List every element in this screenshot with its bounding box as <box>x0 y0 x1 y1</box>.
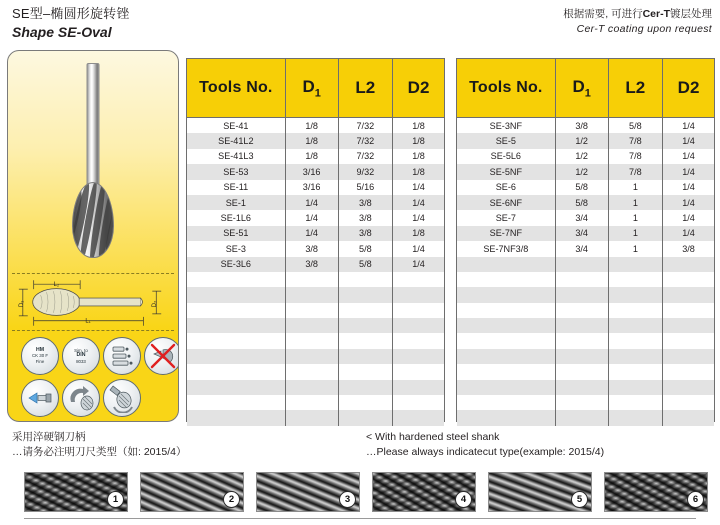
cell-d1 <box>285 303 338 318</box>
product-panel <box>7 50 179 422</box>
din-line3: 8033 <box>76 358 86 364</box>
cell-d2 <box>393 333 444 348</box>
cell-tools-no: SE-7 <box>457 210 555 225</box>
column-header-d1 <box>285 59 338 118</box>
cell-d1 <box>285 395 338 410</box>
cell-d1: 1/8 <box>285 133 338 148</box>
cell-tools-no: SE-5L6 <box>457 149 555 164</box>
cell-d1: 1/4 <box>285 226 338 241</box>
cell-tools-no <box>457 318 555 333</box>
shank-note-cn <box>12 430 186 460</box>
table-row <box>457 149 714 164</box>
coating-note-cn <box>563 7 712 21</box>
spec-icon-row <box>8 333 178 421</box>
cell-tools-no <box>457 364 555 379</box>
cell-tools-no <box>187 318 285 333</box>
cut-pattern-number: 3 <box>339 491 356 508</box>
cell-d1: 3/8 <box>285 241 338 256</box>
cut-pattern-number: 6 <box>687 491 704 508</box>
table-row <box>457 241 714 256</box>
table-header-row <box>187 59 444 118</box>
cell-d1 <box>555 380 608 395</box>
cell-tools-no: SE-3 <box>187 241 285 256</box>
cell-d1 <box>285 333 338 348</box>
cell-d2: 1/4 <box>663 164 714 179</box>
cell-d1 <box>555 395 608 410</box>
table-row <box>187 241 444 256</box>
cell-l2 <box>608 333 662 348</box>
cell-l2 <box>338 395 392 410</box>
cell-l2: 1 <box>608 195 662 210</box>
cell-tools-no <box>187 303 285 318</box>
burr-oval-head <box>72 182 114 258</box>
cell-l2: 5/8 <box>608 118 662 134</box>
column-header-d1-sub: 1 <box>314 87 321 100</box>
table-row <box>187 133 444 148</box>
coating-note-cn-brand: Cer-T <box>642 8 670 20</box>
cell-l2: 7/8 <box>608 149 662 164</box>
cell-d1 <box>555 287 608 302</box>
cell-d1: 1/8 <box>285 149 338 164</box>
table-row <box>457 303 714 318</box>
cell-d2: 1/4 <box>663 133 714 148</box>
table-row <box>187 257 444 272</box>
cell-l2 <box>338 349 392 364</box>
cell-d2 <box>663 410 714 425</box>
cell-d2: 1/4 <box>663 195 714 210</box>
cell-l2: 3/8 <box>338 226 392 241</box>
tools-table-right <box>456 58 715 422</box>
cell-tools-no <box>187 410 285 425</box>
column-header-l2: L2 <box>608 59 662 118</box>
cell-d2: 1/8 <box>412 151 425 162</box>
cell-d1: 1/2 <box>555 164 608 179</box>
cell-d2: 1/4 <box>412 243 425 254</box>
cell-l2 <box>338 410 392 425</box>
cell-tools-no: SE-41L2 <box>187 133 285 148</box>
coating-note <box>563 7 712 36</box>
cell-l2 <box>608 318 662 333</box>
cell-d1: 3/4 <box>555 226 608 241</box>
cell-l2: 5/8 <box>338 257 392 272</box>
cut-pattern-5 <box>488 472 592 512</box>
cell-d1: 1/4 <box>285 195 338 210</box>
table-header-row <box>457 59 714 118</box>
table-row <box>187 164 444 179</box>
cell-l2: 1 <box>608 241 662 256</box>
cut-pattern-6 <box>604 472 708 512</box>
cell-l2: 1 <box>608 210 662 225</box>
column-header-l2: L2 <box>338 59 392 118</box>
column-header-tools-no: Tools No. <box>457 59 555 118</box>
table-row <box>187 118 444 134</box>
cell-d2 <box>663 318 714 333</box>
column-header-d2: D2 <box>393 59 444 118</box>
hm-grade-line3: Fine <box>35 358 45 364</box>
table-row <box>457 410 714 425</box>
cut-pattern-number: 4 <box>455 491 472 508</box>
table-row <box>457 349 714 364</box>
cell-d2: 1/4 <box>412 213 425 224</box>
cell-tools-no <box>457 333 555 348</box>
cell-tools-no <box>457 380 555 395</box>
table-row <box>187 303 444 318</box>
cell-d1: 1/2 <box>555 149 608 164</box>
column-header-tools-no: Tools No. <box>187 59 285 118</box>
cell-l2 <box>608 395 662 410</box>
table-row <box>457 164 714 179</box>
cell-l2: 5/16 <box>338 180 392 195</box>
dimension-diagram <box>8 274 178 330</box>
cell-d1 <box>285 364 338 379</box>
cell-d1: 3/4 <box>555 210 608 225</box>
cell-tools-no: SE-7NF <box>457 226 555 241</box>
cell-d1 <box>285 272 338 287</box>
cell-d1: 1/4 <box>285 210 338 225</box>
workpiece-contact-badge <box>103 379 141 417</box>
table-row <box>187 180 444 195</box>
hm-grade-line2: CK 30 F <box>31 353 49 359</box>
cell-d2 <box>663 303 714 318</box>
table-body-right <box>457 118 714 426</box>
table-row <box>187 410 444 425</box>
cell-tools-no: SE-53 <box>187 164 285 179</box>
cell-tools-no: SE-6 <box>457 180 555 195</box>
column-header-d2: D2 <box>663 59 714 118</box>
cell-d1 <box>555 318 608 333</box>
cell-d1: 5/8 <box>555 180 608 195</box>
cell-l2: 1 <box>608 226 662 241</box>
din-line2: DIN <box>76 352 86 359</box>
cell-d2 <box>663 395 714 410</box>
table-row <box>187 349 444 364</box>
cell-tools-no <box>187 380 285 395</box>
coating-note-en: Cer-T coating upon request <box>576 23 712 35</box>
cell-d1 <box>555 303 608 318</box>
cell-l2: 9/32 <box>338 164 392 179</box>
cell-d2 <box>393 318 444 333</box>
cell-tools-no: SE-41 <box>187 118 285 134</box>
table-row <box>457 257 714 272</box>
table-row <box>187 226 444 241</box>
table-row <box>457 287 714 302</box>
cell-d1 <box>555 333 608 348</box>
cut-pattern-strip <box>0 472 720 516</box>
cell-tools-no <box>187 364 285 379</box>
cell-d1 <box>555 364 608 379</box>
table-row <box>457 272 714 287</box>
cell-tools-no: SE-7NF3/8 <box>457 241 555 256</box>
cut-pattern-4 <box>372 472 476 512</box>
cell-l2: 7/8 <box>608 133 662 148</box>
column-header-d1-text: D <box>572 76 585 96</box>
cell-l2: 3/8 <box>338 195 392 210</box>
coating-note-cn-post: 镀层处理 <box>670 8 712 20</box>
cell-d2: 1/4 <box>682 182 695 193</box>
din-line1: Sim. to <box>74 347 88 353</box>
table-row <box>187 210 444 225</box>
workpiece-contact-icon <box>107 383 137 413</box>
cell-d1: 1/8 <box>285 118 338 134</box>
dim-label-l2: L₂ <box>53 282 60 289</box>
cell-d1: 3/8 <box>555 118 608 134</box>
cell-l2: 7/32 <box>338 149 392 164</box>
tools-table-left <box>186 58 445 422</box>
table-row <box>187 272 444 287</box>
no-coolant-badge <box>144 337 179 375</box>
table-row <box>187 364 444 379</box>
table-row <box>457 180 714 195</box>
cell-d2 <box>393 364 444 379</box>
page-title-en: Shape SE-Oval <box>12 24 112 40</box>
table-row <box>457 395 714 410</box>
cell-l2: 7/8 <box>608 164 662 179</box>
cell-l2 <box>608 287 662 302</box>
cell-l2: 7/32 <box>338 118 392 134</box>
cell-d1: 5/8 <box>555 195 608 210</box>
table-row <box>457 118 714 134</box>
cell-tools-no <box>187 349 285 364</box>
cell-l2 <box>338 303 392 318</box>
cell-l2 <box>338 364 392 379</box>
cell-d2 <box>393 380 444 395</box>
cell-l2 <box>608 257 662 272</box>
table-row <box>187 395 444 410</box>
coolant-spray-icon <box>25 383 55 413</box>
cell-d1: 3/4 <box>555 241 608 256</box>
column-header-d1 <box>555 59 608 118</box>
cell-d2: 1/8 <box>393 133 444 148</box>
table-row <box>187 195 444 210</box>
table-body-left <box>187 118 444 426</box>
din-standard-badge <box>62 337 100 375</box>
cell-d1: 3/8 <box>285 257 338 272</box>
cell-d2: 1/4 <box>663 226 714 241</box>
shank-note-en-line1: < With hardened steel shank <box>366 431 500 443</box>
cut-pattern-number: 1 <box>107 491 124 508</box>
cell-d2: 3/8 <box>682 243 695 254</box>
rotation-direction-icon <box>66 383 96 413</box>
cell-tools-no: SE-3NF <box>457 118 555 134</box>
cell-tools-no <box>457 272 555 287</box>
cell-d2 <box>393 395 444 410</box>
table-row <box>187 380 444 395</box>
rotation-direction-badge <box>62 379 100 417</box>
cell-tools-no <box>187 272 285 287</box>
coating-note-cn-pre: 根据需要, 可进行 <box>563 8 643 20</box>
cell-d1 <box>555 257 608 272</box>
table-row <box>457 226 714 241</box>
table-row <box>457 380 714 395</box>
cell-tools-no <box>457 257 555 272</box>
cell-tools-no: SE-41L3 <box>187 149 285 164</box>
cell-l2: 7/32 <box>338 133 392 148</box>
shank-note-en <box>366 430 604 460</box>
column-header-d1-sub: 1 <box>584 87 591 100</box>
cell-d1 <box>555 349 608 364</box>
cell-d1 <box>285 380 338 395</box>
table-row <box>187 333 444 348</box>
table-row <box>457 318 714 333</box>
dim-label-d2: D₂ <box>152 300 159 308</box>
cell-tools-no: SE-5 <box>457 133 555 148</box>
table-row <box>187 287 444 302</box>
cell-l2 <box>338 318 392 333</box>
dim-label-d1: D₁ <box>18 300 25 308</box>
cut-pattern-number: 5 <box>571 491 588 508</box>
cell-d2 <box>663 257 714 272</box>
cell-l2 <box>338 380 392 395</box>
cell-l2 <box>338 333 392 348</box>
cell-d2 <box>663 272 714 287</box>
cell-l2 <box>608 303 662 318</box>
cell-d2 <box>393 287 444 302</box>
shank-note-en-line2: …Please always indicatecut type(example: 2015/4) <box>366 446 605 458</box>
cell-l2: 5/8 <box>338 241 392 256</box>
cell-d1 <box>285 349 338 364</box>
cell-d2 <box>393 410 444 425</box>
cell-d2 <box>663 349 714 364</box>
page-title-cn: SE型–椭圆形旋转锉 <box>12 6 130 21</box>
cell-tools-no: SE-1L6 <box>187 210 285 225</box>
cell-d2 <box>663 380 714 395</box>
cut-pattern-number: 2 <box>223 491 240 508</box>
cell-d1 <box>285 287 338 302</box>
cell-d2: 1/8 <box>412 120 425 131</box>
hm-grade-line1: HM <box>35 346 45 353</box>
cell-d2: 1/4 <box>393 257 444 272</box>
page-title <box>12 6 130 41</box>
cell-d1: 3/16 <box>285 180 338 195</box>
no-coolant-icon <box>148 341 178 371</box>
cell-d1 <box>555 410 608 425</box>
cell-d1: 3/16 <box>285 164 338 179</box>
cell-d2: 1/8 <box>393 226 444 241</box>
shank-note-cn-line1: 采用淬硬钢刀柄 <box>12 431 86 443</box>
cell-l2 <box>338 287 392 302</box>
cell-d2: 1/4 <box>393 195 444 210</box>
cell-d1: 1/2 <box>555 133 608 148</box>
dimension-diagram-svg <box>8 274 178 330</box>
table-row <box>457 333 714 348</box>
packaging-badge <box>103 337 141 375</box>
cell-d2: 1/4 <box>682 120 695 131</box>
cell-l2 <box>608 410 662 425</box>
footer-rule <box>24 518 696 519</box>
cell-d1 <box>555 272 608 287</box>
cell-d2 <box>393 272 444 287</box>
cell-tools-no <box>457 349 555 364</box>
burr-shank <box>87 63 100 188</box>
cut-pattern-1 <box>24 472 128 512</box>
cell-tools-no: SE-3L6 <box>187 257 285 272</box>
hm-grade-badge <box>21 337 59 375</box>
packaging-icon <box>107 341 137 371</box>
table-row <box>457 133 714 148</box>
cell-tools-no: SE-11 <box>187 180 285 195</box>
cell-l2 <box>338 272 392 287</box>
cell-tools-no <box>187 333 285 348</box>
cell-l2 <box>608 380 662 395</box>
cell-l2 <box>608 272 662 287</box>
cell-d2 <box>663 333 714 348</box>
panel-divider-2 <box>12 330 174 331</box>
cell-l2: 1 <box>608 180 662 195</box>
table-row <box>187 318 444 333</box>
cell-d2: 1/8 <box>393 164 444 179</box>
product-photo <box>8 51 178 273</box>
cut-pattern-3 <box>256 472 360 512</box>
table-row <box>457 364 714 379</box>
cell-d2 <box>393 349 444 364</box>
cell-d2 <box>663 287 714 302</box>
column-header-d1-text: D <box>302 76 315 96</box>
cell-l2 <box>608 349 662 364</box>
cell-tools-no <box>457 395 555 410</box>
cell-d2 <box>393 303 444 318</box>
cell-tools-no <box>457 287 555 302</box>
cell-tools-no: SE-1 <box>187 195 285 210</box>
cell-tools-no <box>187 287 285 302</box>
cell-tools-no: SE-5NF <box>457 164 555 179</box>
cell-tools-no <box>187 395 285 410</box>
cell-d1 <box>285 410 338 425</box>
cell-d2: 1/4 <box>682 213 695 224</box>
table-row <box>187 149 444 164</box>
cell-l2: 3/8 <box>338 210 392 225</box>
cell-l2 <box>608 364 662 379</box>
cell-d2: 1/4 <box>682 151 695 162</box>
cell-tools-no: SE-6NF <box>457 195 555 210</box>
cell-tools-no: SE-51 <box>187 226 285 241</box>
dim-label-l1: L₁ <box>85 318 91 325</box>
cell-tools-no <box>457 303 555 318</box>
table-row <box>457 195 714 210</box>
shank-note-cn-line2: …请务必注明刀尺类型（如: 2015/4） <box>12 446 187 458</box>
coolant-spray-badge <box>21 379 59 417</box>
table-row <box>457 210 714 225</box>
cell-tools-no <box>457 410 555 425</box>
cell-d1 <box>285 318 338 333</box>
cell-d2 <box>663 364 714 379</box>
cut-pattern-2 <box>140 472 244 512</box>
cell-d2: 1/4 <box>412 182 425 193</box>
